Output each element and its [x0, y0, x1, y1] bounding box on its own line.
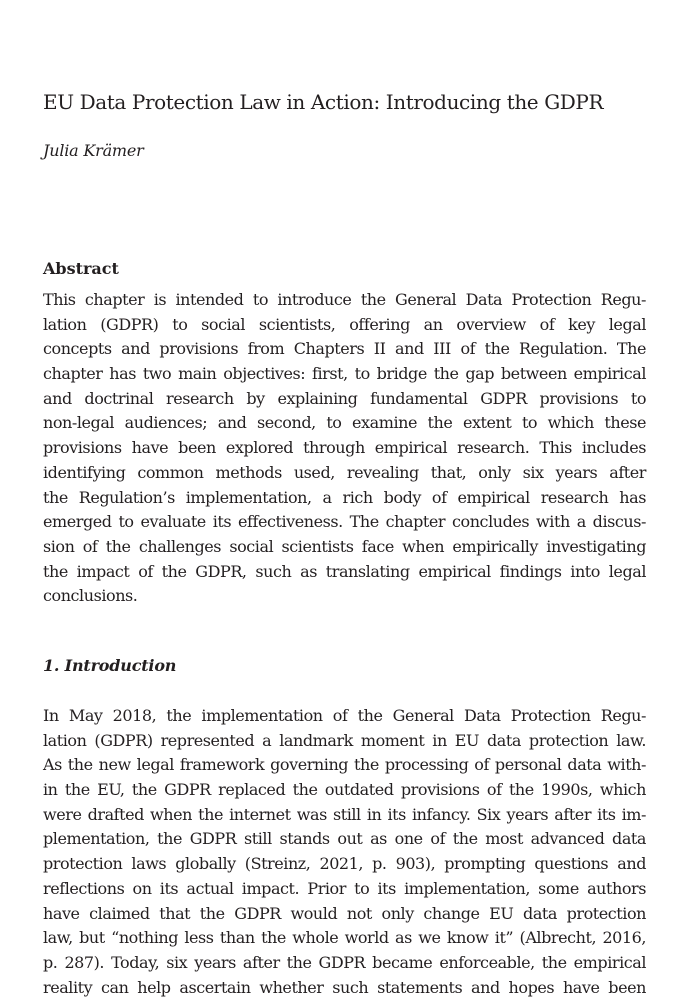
introduction-line: plementation, the GDPR still stands out as one of the most advanced data [43, 829, 646, 849]
abstract-heading: Abstract [43, 259, 119, 278]
introduction-line: protection laws globally (Streinz, 2021, p. 903), prompting questions and [43, 854, 646, 874]
abstract-line: provisions have been explored through empirical research. This includes [43, 438, 646, 458]
introduction-line: reflections on its actual impact. Prior to its implementation, some authors [43, 878, 646, 898]
introduction-line: law, but “nothing less than the whole world as we know it” (Albrecht, 2016, [43, 928, 646, 948]
abstract-line: chapter has two main objectives: first, to bridge the gap between empirical [43, 364, 646, 384]
abstract-line: conclusions. [43, 586, 138, 606]
abstract-line: sion of the challenges social scientists face when empirically investigating [43, 536, 646, 556]
introduction-line: As the new legal framework governing the processing of personal data with- [43, 755, 646, 775]
abstract-line: concepts and provisions from Chapters II and III of the Regulation. The [43, 339, 646, 359]
paper-title: EU Data Protection Law in Action: Introducing the GDPR [43, 90, 604, 114]
introduction-line: were drafted when the internet was still in its infancy. Six years after its im- [43, 804, 646, 824]
abstract-line: the Regulation’s implementation, a rich body of empirical research has [43, 487, 646, 507]
introduction-line: in the EU, the GDPR replaced the outdated provisions of the 1990s, which [43, 780, 646, 800]
section-heading-introduction: 1. Introduction [43, 656, 177, 675]
introduction-line: reality can help ascertain whether such statements and hopes have been [43, 977, 646, 997]
introduction-line: have claimed that the GDPR would not only change EU data protection [43, 903, 646, 923]
introduction-line: In May 2018, the implementation of the General Data Protection Regu- [43, 706, 646, 725]
abstract-line: and doctrinal research by explaining fundamental GDPR provisions to [43, 388, 646, 408]
author-name: Julia Krämer [43, 141, 144, 160]
abstract-line: emerged to evaluate its effectiveness. The chapter concludes with a discus- [43, 512, 646, 532]
abstract-line: identifying common methods used, revealing that, only six years after [43, 462, 646, 482]
abstract-line: lation (GDPR) to social scientists, offering an overview of key legal [43, 314, 646, 334]
introduction-line: p. 287). Today, six years after the GDPR became enforceable, the empirical [43, 952, 646, 972]
abstract-line: This chapter is intended to introduce the General Data Protection Regu- [43, 290, 646, 309]
abstract-body [43, 288, 646, 609]
introduction-body [43, 704, 646, 1000]
introduction-line: lation (GDPR) represented a landmark moment in EU data protection law. [43, 730, 646, 750]
abstract-line: non-legal audiences; and second, to examine the extent to which these [43, 413, 646, 433]
abstract-line: the impact of the GDPR, such as translating empirical findings into legal [43, 561, 646, 581]
